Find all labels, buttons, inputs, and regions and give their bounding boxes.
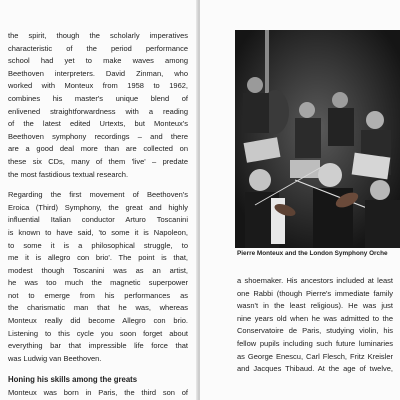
- text-line: me it is allegro con brio'. The point is that,: [8, 253, 188, 263]
- text-line: the spirit, though the scholarly imperatives: [8, 31, 188, 40]
- text-line: everything bar that impressible life force that: [8, 341, 188, 351]
- paragraph-1: [8, 30, 188, 181]
- right-column: [237, 275, 393, 376]
- text-line: characteristic of the period performance: [8, 43, 188, 53]
- text-line: the most fastidious textual research.: [8, 169, 129, 179]
- text-line: Beethoven interpreters. David Zinman, who: [8, 68, 188, 78]
- text-line: are a good deal more than are collected on: [8, 144, 188, 154]
- text-line: the charismatic man that he was, whereas: [8, 303, 188, 313]
- text-line: influential Italian conductor Arturo Toscanini: [8, 215, 188, 225]
- text-line: he was too much the magnetic superpower: [8, 278, 188, 288]
- text-line: as George Enescu, Carl Flesch, Fritz Kreisler: [237, 351, 393, 361]
- text-line: worked with Monteux from 1958 to 1962,: [8, 81, 188, 91]
- left-page: [0, 0, 198, 400]
- text-line: fellow pupils including such future luminaries: [237, 338, 393, 348]
- text-line: Beethoven symphony recordings – and there: [8, 131, 188, 141]
- text-line: combines his master's unique blend of: [8, 93, 188, 103]
- paragraph-2: [8, 189, 188, 365]
- text-line: is known to have said, 'to some it is Napoleon,: [8, 227, 188, 237]
- text-line: modest though Toscanini was as an artist,: [8, 265, 188, 275]
- text-line: wasn't in the least religious). He was just: [237, 301, 393, 311]
- text-line: and Jacques Thibaud. At the age of twelve,: [237, 364, 393, 374]
- section-heading: Honing his skills among the greats: [8, 375, 138, 385]
- text-line: was Ludwig van Beethoven.: [8, 353, 102, 363]
- text-line: school had yet to make waves among: [8, 56, 188, 66]
- photo-caption: Pierre Monteux and the London Symphony Orche: [237, 250, 388, 257]
- text-line: these six CDs, many of them 'live' – predate: [8, 156, 188, 166]
- text-line: not to emerge from his performances as: [8, 290, 188, 300]
- text-line: Eroica (Third) Symphony, the great and highly: [8, 202, 188, 212]
- right-page: [200, 0, 400, 400]
- text-line: Conservatoire de Paris, studying violin, his: [237, 326, 393, 336]
- text-line: Monteux really did become Allegro con brio.: [8, 316, 188, 326]
- orchestra-photo: [235, 30, 400, 248]
- text-line: enlivened straightforwardness with a reading: [8, 106, 188, 116]
- text-line: a shoemaker. His ancestors included at least: [237, 276, 393, 285]
- paragraph-3: [8, 387, 188, 400]
- left-column: [8, 30, 188, 400]
- text-line: Monteux was born in Paris, the third son of: [8, 388, 188, 398]
- text-line: Regarding the first movement of Beethoven's: [8, 190, 188, 200]
- text-line: nine years old when he was admitted to the: [237, 313, 393, 323]
- text-line: of the latest edited Urtexts, but Monteux's: [8, 119, 188, 129]
- text-line: one Rabbi (though Pierre's immediate family: [237, 288, 393, 298]
- text-line: to some it is a philosophical struggle, to: [8, 240, 188, 250]
- text-line: Listening to this cycle you soon forget about: [8, 328, 188, 338]
